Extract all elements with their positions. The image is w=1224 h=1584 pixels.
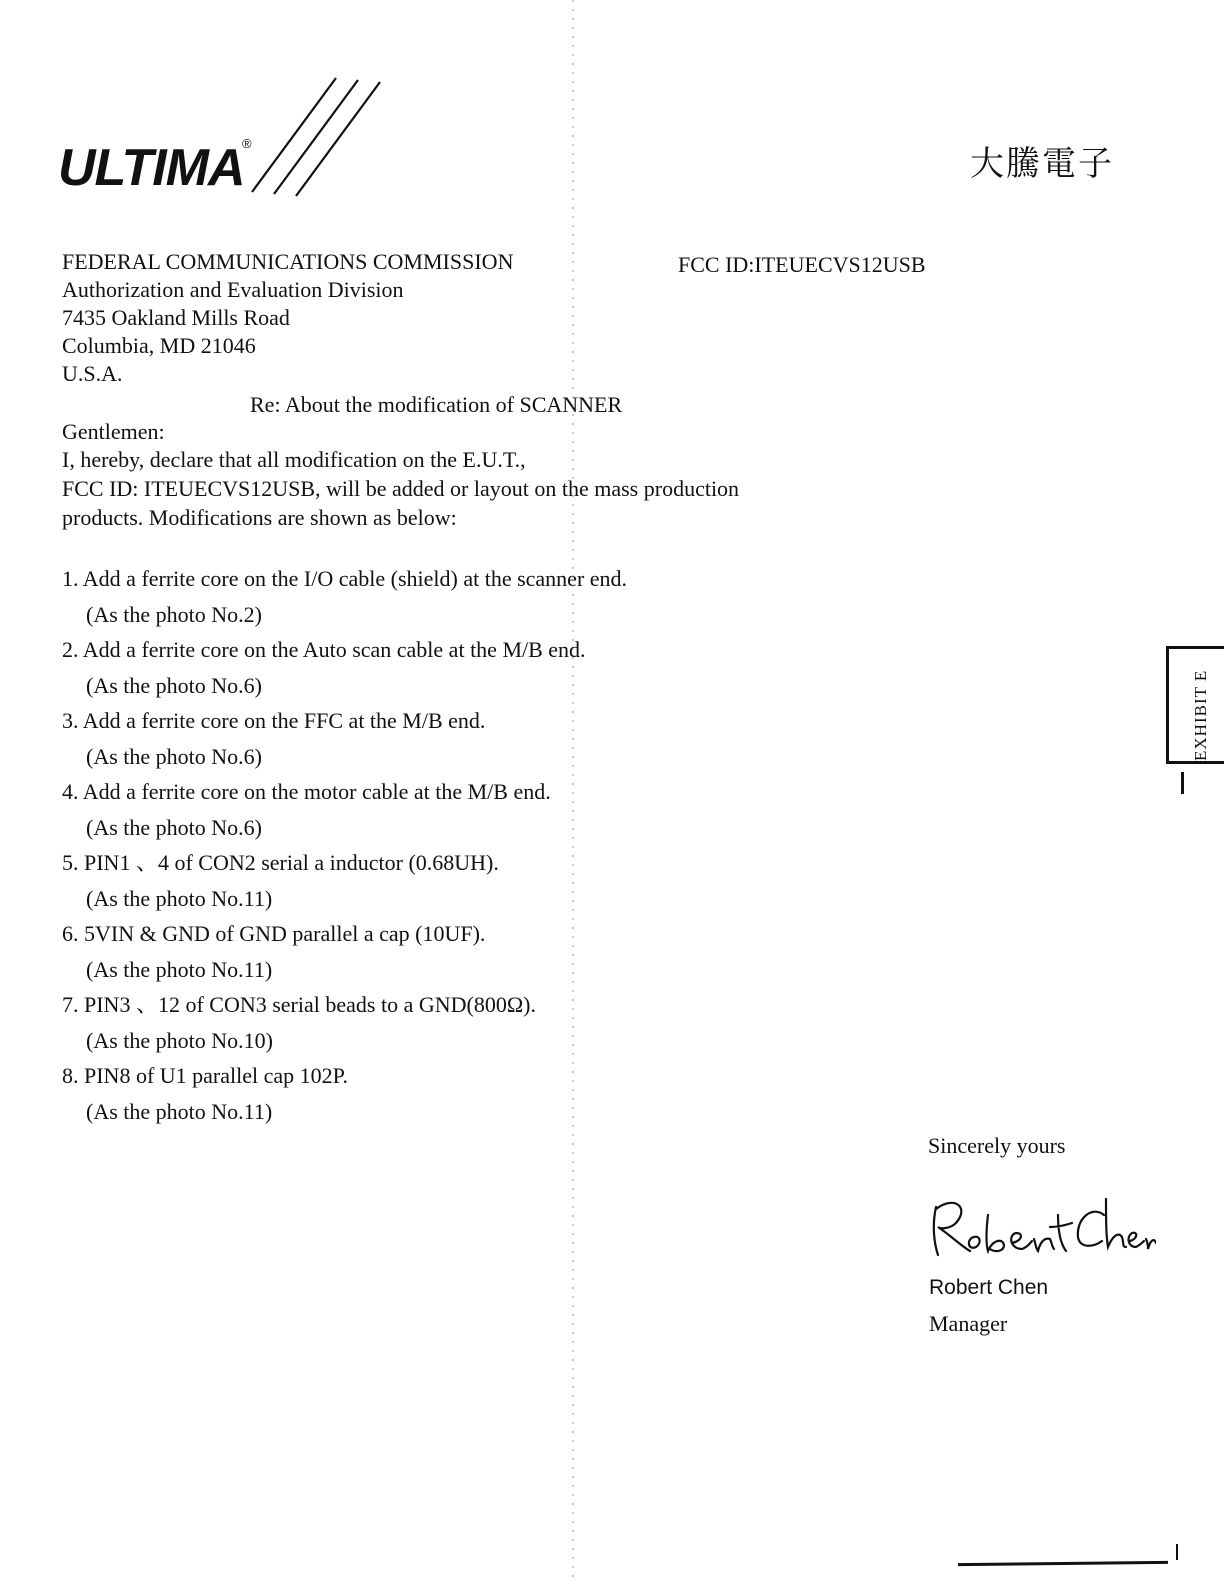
stamp-mark bbox=[1181, 772, 1184, 794]
modification-text: 6. 5VIN & GND of GND parallel a cap (10UF). bbox=[62, 921, 486, 946]
body-line: products. Modifications are shown as below: bbox=[62, 505, 457, 530]
logo-slashes-icon bbox=[244, 70, 394, 200]
declaration-paragraph bbox=[62, 446, 739, 533]
list-item bbox=[62, 1062, 627, 1133]
modification-list bbox=[62, 565, 627, 1133]
company-logo bbox=[58, 68, 398, 198]
company-chinese-name: 大騰電子 bbox=[970, 144, 1114, 184]
address-line: 7435 Oakland Mills Road bbox=[62, 305, 290, 330]
subject-line: Re: About the modification of SCANNER bbox=[250, 392, 623, 417]
photo-reference: (As the photo No.11) bbox=[86, 1099, 273, 1124]
list-item bbox=[62, 778, 627, 849]
photo-reference: (As the photo No.6) bbox=[86, 744, 262, 769]
list-item bbox=[62, 849, 627, 920]
list-item bbox=[62, 636, 627, 707]
modification-text: 5. PIN1 、4 of CON2 serial a inductor (0.68UH). bbox=[62, 850, 499, 875]
modification-text: 4. Add a ferrite core on the motor cable at the M/B end. bbox=[62, 779, 551, 804]
modification-text: 3. Add a ferrite core on the FFC at the M/B end. bbox=[62, 708, 486, 733]
photo-reference: (As the photo No.11) bbox=[86, 957, 273, 982]
handwritten-signature bbox=[926, 1185, 1156, 1265]
photo-reference: (As the photo No.11) bbox=[86, 886, 273, 911]
registered-mark: ® bbox=[242, 136, 252, 151]
list-item bbox=[62, 707, 627, 778]
address-line: Columbia, MD 21046 bbox=[62, 333, 256, 358]
scan-edge-mark bbox=[1176, 1544, 1178, 1560]
photo-reference: (As the photo No.2) bbox=[86, 602, 262, 627]
address-line: U.S.A. bbox=[62, 361, 123, 386]
photo-reference: (As the photo No.6) bbox=[86, 673, 262, 698]
address-line: FEDERAL COMMUNICATIONS COMMISSION bbox=[62, 249, 514, 274]
list-item bbox=[62, 565, 627, 636]
signer-title: Manager bbox=[929, 1311, 1008, 1336]
list-item bbox=[62, 991, 627, 1062]
modification-text: 7. PIN3 、12 of CON3 serial beads to a GND(800Ω). bbox=[62, 992, 536, 1017]
photo-reference: (As the photo No.6) bbox=[86, 815, 262, 840]
closing-text: Sincerely yours bbox=[928, 1133, 1066, 1158]
photo-reference: (As the photo No.10) bbox=[86, 1028, 273, 1053]
recipient-address bbox=[62, 248, 513, 388]
exhibit-label: EXHIBIT E bbox=[1191, 669, 1210, 761]
modification-text: 1. Add a ferrite core on the I/O cable (shield) at the scanner end. bbox=[62, 566, 628, 591]
modification-text: 2. Add a ferrite core on the Auto scan cable at the M/B end. bbox=[62, 637, 586, 662]
modification-text: 8. PIN8 of U1 parallel cap 102P. bbox=[62, 1063, 348, 1088]
scan-fold-line bbox=[572, 0, 574, 1584]
fcc-id-header: FCC ID:ITEUECVS12USB bbox=[678, 252, 926, 277]
salutation: Gentlemen: bbox=[62, 419, 165, 444]
list-item bbox=[62, 920, 627, 991]
logo-text: ULTIMA bbox=[58, 139, 245, 197]
address-line: Authorization and Evaluation Division bbox=[62, 277, 404, 302]
scan-edge-line bbox=[958, 1561, 1168, 1566]
body-line: I, hereby, declare that all modification on the E.U.T., bbox=[62, 447, 526, 472]
exhibit-stamp bbox=[1166, 646, 1224, 764]
signer-name: Robert Chen bbox=[929, 1276, 1049, 1299]
body-line: FCC ID: ITEUECVS12USB, will be added or layout on the mass production bbox=[62, 476, 740, 501]
